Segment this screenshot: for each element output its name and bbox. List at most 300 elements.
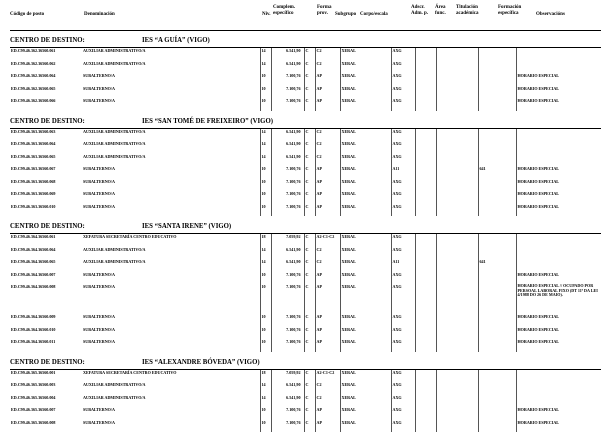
cell-forma: C	[304, 61, 315, 74]
section-title	[10, 358, 601, 368]
cell-forma: C	[304, 420, 315, 433]
cell-titulacion	[436, 339, 478, 352]
cell-forma: C	[304, 191, 315, 204]
cell-codigo: ED.C99.46.365.36560.007	[11, 407, 56, 412]
cell-area	[415, 154, 436, 167]
cell-subgrupo: C2	[315, 61, 340, 74]
cell-nivel: 14	[260, 247, 271, 260]
cell-observacions: HORARIO ESPECIAL	[516, 166, 601, 179]
cell-corpo: XERAL	[340, 327, 391, 340]
cell-titulacion	[436, 407, 478, 420]
cell-codigo: ED.C99.46.362.36560.062	[11, 60, 56, 66]
cell-nivel: 10	[260, 327, 271, 340]
cell-adscr: AXG	[391, 407, 415, 420]
cell-forma: C	[304, 395, 315, 408]
cell-complemento: 7.100,76	[271, 420, 304, 433]
header-complemento-line1: Complem.	[273, 5, 296, 10]
cell-subgrupo: C2	[315, 129, 340, 142]
cell-corpo: XERAL	[340, 48, 391, 61]
cell-corpo: XERAL	[340, 73, 391, 86]
cell-adscr: AXG	[391, 73, 415, 86]
cell-denominacion: SUBALTERNO/A	[83, 178, 115, 184]
cell-formacion: 641	[478, 166, 516, 179]
cell-titulacion	[436, 284, 478, 314]
cell-forma: C	[304, 179, 315, 192]
cell-nivel: 14	[260, 48, 271, 61]
table-row	[10, 234, 601, 247]
cell-complemento: 7.100,76	[271, 73, 304, 86]
cell-denominacion: SUBALTERNO/A	[83, 284, 115, 289]
section-center-name: IES “ALEXANDRE BÓVEDA” (VIGO)	[142, 358, 260, 366]
cell-codigo: ED.C99.46.365.36560.004	[11, 394, 56, 400]
cell-adscr: AXG	[391, 395, 415, 408]
cell-subgrupo: AP	[315, 191, 340, 204]
cell-nivel: 14	[260, 141, 271, 154]
cell-nivel: 10	[260, 98, 271, 111]
table-row	[10, 370, 601, 383]
section-title	[10, 222, 601, 232]
cell-area	[415, 48, 436, 61]
cell-forma: C	[304, 129, 315, 142]
cell-area	[415, 191, 436, 204]
cell-complemento: 6.541,90	[271, 247, 304, 260]
cell-subgrupo: C2	[315, 395, 340, 408]
header-complemento-line2: específico	[273, 11, 294, 16]
sections-container	[10, 36, 601, 432]
cell-complemento: 6.541,90	[271, 382, 304, 395]
cell-subgrupo: A2-C1-C2	[315, 370, 340, 383]
cell-observacions: HORARIO ESPECIAL	[516, 73, 601, 86]
cell-subgrupo: C2	[315, 48, 340, 61]
cell-formacion: 641	[478, 259, 516, 272]
cell-forma: C	[304, 166, 315, 179]
header-formacion-line1: Formación	[498, 5, 522, 10]
cell-forma: C	[304, 98, 315, 111]
cell-corpo: XERAL	[340, 141, 391, 154]
cell-forma: C	[304, 141, 315, 154]
cell-area	[415, 129, 436, 142]
header-forma-line1: Forma	[317, 5, 332, 10]
cell-formacion	[478, 370, 516, 383]
cell-subgrupo: AP	[315, 179, 340, 192]
cell-corpo: XERAL	[340, 395, 391, 408]
cell-nivel: 10	[260, 204, 271, 217]
cell-titulacion	[436, 179, 478, 192]
cell-formacion	[478, 129, 516, 142]
cell-titulacion	[436, 234, 478, 247]
cell-titulacion	[436, 395, 478, 408]
table-row	[10, 204, 601, 217]
cell-corpo: XERAL	[340, 154, 391, 167]
cell-titulacion	[436, 154, 478, 167]
cell-titulacion	[436, 382, 478, 395]
cell-formacion	[478, 339, 516, 352]
table-row	[10, 129, 601, 142]
cell-denominacion: SUBALTERNO/A	[83, 407, 115, 412]
cell-observacions: HORARIO ESPECIAL	[516, 86, 601, 99]
cell-adscr: AXG	[391, 98, 415, 111]
cell-adscr: AXG	[391, 247, 415, 260]
cell-area	[415, 179, 436, 192]
cell-subgrupo: AP	[315, 284, 340, 314]
section-center-name: IES “SANTA IRENE” (VIGO)	[142, 223, 232, 230]
cell-denominacion: AUXILIAR ADMINISTRATIVO/A	[83, 382, 146, 387]
cell-subgrupo: AP	[315, 73, 340, 86]
cell-adscr: AXG	[391, 141, 415, 154]
cell-titulacion	[436, 370, 478, 383]
cell-formacion	[478, 48, 516, 61]
cell-subgrupo: AP	[315, 339, 340, 352]
cell-complemento: 6.541,90	[271, 141, 304, 154]
cell-denominacion: SUBALTERNO/A	[83, 271, 115, 277]
cell-area	[415, 395, 436, 408]
cell-complemento: 7.100,76	[271, 98, 304, 111]
cell-codigo: ED.C99.46.362.36560.061	[11, 48, 56, 53]
section-centro-destino	[10, 117, 601, 217]
cell-adscr: AXG	[391, 370, 415, 383]
header-titulacion-line2: académica	[456, 11, 479, 16]
cell-adscr: A11	[391, 259, 415, 272]
cell-forma: C	[304, 382, 315, 395]
cell-adscr: AXG	[391, 154, 415, 167]
cell-subgrupo: AP	[315, 86, 340, 99]
cell-codigo: ED.C99.46.364.36560.011	[11, 339, 56, 344]
cell-formacion	[478, 191, 516, 204]
cell-complemento: 7.100,76	[271, 327, 304, 340]
cell-observacions: HORARIO ESPECIAL	[516, 204, 601, 217]
cell-complemento: 6.541,90	[271, 395, 304, 408]
cell-adscr: AXG	[391, 48, 415, 61]
cell-complemento: 7.100,76	[271, 166, 304, 179]
cell-corpo: XERAL	[340, 382, 391, 395]
cell-titulacion	[436, 129, 478, 142]
table-row	[10, 407, 601, 420]
cell-formacion	[478, 420, 516, 433]
cell-corpo: XERAL	[340, 284, 391, 314]
cell-observacions: HORARIO ESPECIAL // OCUPADO POR PERSOAL LABORAL FIXO (DT 11ª DA LEI 4/1988 DO 26 DE MAIO).	[516, 284, 601, 314]
cell-formacion	[478, 154, 516, 167]
cell-denominacion: SUBALTERNO/A	[83, 203, 115, 209]
table-row	[10, 339, 601, 352]
cell-codigo: ED.C99.46.363.36560.067	[11, 166, 56, 171]
cell-observacions	[516, 395, 601, 408]
cell-denominacion: AUXILIAR ADMINISTRATIVO/A	[83, 153, 146, 159]
cell-adscr: AXG	[391, 314, 415, 327]
header-titulacion	[456, 5, 479, 17]
cell-codigo: ED.C99.46.363.36560.010	[11, 203, 56, 209]
cell-denominacion: XEFATURA SECRETARÍA CENTRO EDUCATIVO	[83, 369, 177, 375]
cell-nivel: 14	[260, 154, 271, 167]
cell-nivel: 10	[260, 272, 271, 285]
cell-forma: C	[304, 272, 315, 285]
cell-nivel: 10	[260, 179, 271, 192]
section-label: CENTRO DE DESTINO:	[10, 37, 85, 44]
cell-subgrupo: AP	[315, 204, 340, 217]
cell-titulacion	[436, 420, 478, 433]
cell-complemento: 7.100,76	[271, 86, 304, 99]
header-adscr-line1: Adscr.	[411, 5, 425, 10]
cell-titulacion	[436, 327, 478, 340]
cell-forma: C	[304, 259, 315, 272]
cell-codigo: ED.C99.46.365.36560.008	[11, 419, 56, 425]
cell-forma: C	[304, 154, 315, 167]
cell-observacions	[516, 129, 601, 142]
cell-forma: C	[304, 284, 315, 314]
cell-corpo: XERAL	[340, 420, 391, 433]
cell-denominacion: SUBALTERNO/A	[83, 314, 115, 319]
cell-formacion	[478, 234, 516, 247]
cell-subgrupo: C2	[315, 259, 340, 272]
cell-codigo: ED.C99.46.364.36560.065	[11, 259, 56, 264]
header-forma	[317, 5, 331, 17]
cell-adscr: AXG	[391, 179, 415, 192]
table-row	[10, 154, 601, 167]
cell-codigo: ED.C99.46.363.36560.064	[11, 141, 56, 146]
cell-adscr: AXG	[391, 129, 415, 142]
cell-area	[415, 407, 436, 420]
cell-corpo: XERAL	[340, 259, 391, 272]
section-title	[10, 36, 601, 46]
cell-adscr: AXG	[391, 339, 415, 352]
header-observacions: Observacións	[536, 12, 565, 17]
header-corpo: Corpo/escala	[360, 12, 388, 17]
cell-adscr: A11	[391, 166, 415, 179]
cell-nivel: 10	[260, 420, 271, 433]
cell-subgrupo: AP	[315, 407, 340, 420]
cell-titulacion	[436, 272, 478, 285]
cell-corpo: XERAL	[340, 166, 391, 179]
cell-codigo: ED.C99.46.363.36560.063	[11, 128, 56, 134]
cell-complemento: 6.541,90	[271, 129, 304, 142]
cell-observacions	[516, 61, 601, 74]
cell-forma: C	[304, 407, 315, 420]
posts-table	[10, 48, 601, 111]
table-row	[10, 48, 601, 61]
cell-area	[415, 272, 436, 285]
table-row	[10, 395, 601, 408]
cell-corpo: XERAL	[340, 191, 391, 204]
cell-codigo: ED.C99.46.365.36560.001	[11, 369, 56, 375]
cell-corpo: XERAL	[340, 247, 391, 260]
cell-subgrupo: AP	[315, 166, 340, 179]
cell-area	[415, 284, 436, 314]
cell-complemento: 7.100,76	[271, 272, 304, 285]
cell-adscr: AXG	[391, 382, 415, 395]
cell-area	[415, 247, 436, 260]
cell-observacions	[516, 234, 601, 247]
cell-subgrupo: AP	[315, 314, 340, 327]
cell-formacion	[478, 395, 516, 408]
cell-corpo: XERAL	[340, 98, 391, 111]
section-centro-destino	[10, 36, 601, 111]
cell-formacion	[478, 407, 516, 420]
section-center-name: IES “A GUÍA” (VIGO)	[142, 37, 210, 44]
cell-area	[415, 86, 436, 99]
cell-complemento: 7.100,76	[271, 339, 304, 352]
cell-area	[415, 370, 436, 383]
cell-codigo: ED.C99.46.364.36560.007	[11, 271, 56, 277]
cell-denominacion: SUBALTERNO/A	[83, 326, 115, 332]
cell-forma: C	[304, 234, 315, 247]
cell-codigo: ED.C99.46.365.36560.003	[11, 382, 56, 387]
cell-observacions: HORARIO ESPECIAL	[516, 272, 601, 285]
cell-complemento: 7.100,76	[271, 204, 304, 217]
cell-denominacion: AUXILIAR ADMINISTRATIVO/A	[83, 60, 146, 66]
header-subgrupo: Subgrupo	[335, 12, 357, 17]
cell-titulacion	[436, 73, 478, 86]
cell-formacion	[478, 179, 516, 192]
cell-complemento: 6.541,90	[271, 61, 304, 74]
header-area-line2: func.	[435, 11, 446, 16]
cell-nivel: 10	[260, 191, 271, 204]
cell-nivel: 10	[260, 284, 271, 314]
cell-area	[415, 327, 436, 340]
cell-subgrupo: C2	[315, 382, 340, 395]
cell-subgrupo: C2	[315, 247, 340, 260]
cell-corpo: XERAL	[340, 272, 391, 285]
table-row	[10, 259, 601, 272]
cell-area	[415, 141, 436, 154]
table-row	[10, 327, 601, 340]
cell-denominacion: AUXILIAR ADMINISTRATIVO/A	[83, 394, 146, 400]
cell-nivel: 10	[260, 407, 271, 420]
cell-subgrupo: C2	[315, 154, 340, 167]
cell-denominacion: AUXILIAR ADMINISTRATIVO/A	[83, 259, 146, 264]
posts-table	[10, 234, 601, 352]
cell-nivel: 14	[260, 382, 271, 395]
cell-complemento: 6.541,90	[271, 154, 304, 167]
cell-titulacion	[436, 166, 478, 179]
cell-subgrupo: AP	[315, 98, 340, 111]
cell-observacions: HORARIO ESPECIAL	[516, 420, 601, 433]
cell-forma: C	[304, 314, 315, 327]
cell-adscr: AXG	[391, 61, 415, 74]
cell-denominacion: SUBALTERNO/A	[83, 98, 115, 103]
cell-formacion	[478, 382, 516, 395]
cell-observacions: HORARIO ESPECIAL	[516, 191, 601, 204]
cell-observacions	[516, 382, 601, 395]
table-row	[10, 141, 601, 154]
cell-nivel: 18	[260, 234, 271, 247]
cell-observacions	[516, 154, 601, 167]
cell-adscr: AXG	[391, 272, 415, 285]
cell-corpo: XERAL	[340, 407, 391, 420]
cell-forma: C	[304, 247, 315, 260]
table-row	[10, 191, 601, 204]
cell-nivel: 14	[260, 129, 271, 142]
table-row	[10, 98, 601, 111]
table-row	[10, 73, 601, 86]
cell-codigo: ED.C99.46.363.36560.068	[11, 178, 56, 184]
cell-adscr: AXG	[391, 234, 415, 247]
cell-denominacion: SUBALTERNO/A	[83, 85, 115, 91]
column-headers	[10, 5, 601, 33]
cell-subgrupo: A2-C1-C2	[315, 234, 340, 247]
cell-denominacion: SUBALTERNO/A	[83, 73, 115, 78]
table-row	[10, 272, 601, 285]
cell-observacions: HORARIO ESPECIAL	[516, 339, 601, 352]
cell-subgrupo: C2	[315, 141, 340, 154]
cell-titulacion	[436, 86, 478, 99]
cell-denominacion: XEFATURA SECRETARÍA CENTRO EDUCATIVO	[83, 234, 177, 239]
cell-nivel: 10	[260, 339, 271, 352]
cell-codigo: ED.C99.46.362.36560.066	[11, 98, 56, 103]
posts-table	[10, 129, 601, 217]
cell-titulacion	[436, 141, 478, 154]
cell-nivel: 14	[260, 61, 271, 74]
cell-subgrupo: AP	[315, 420, 340, 433]
header-adscr-line2: Adm. p.	[411, 11, 429, 16]
cell-titulacion	[436, 98, 478, 111]
cell-codigo: ED.C99.46.364.36560.009	[11, 314, 56, 319]
cell-formacion	[478, 73, 516, 86]
cell-forma: C	[304, 86, 315, 99]
cell-observacions: HORARIO ESPECIAL	[516, 179, 601, 192]
cell-area	[415, 420, 436, 433]
cell-corpo: XERAL	[340, 314, 391, 327]
cell-complemento: 6.541,90	[271, 48, 304, 61]
table-row	[10, 420, 601, 433]
cell-area	[415, 98, 436, 111]
cell-titulacion	[436, 61, 478, 74]
table-row	[10, 166, 601, 179]
cell-area	[415, 339, 436, 352]
cell-nivel: 10	[260, 166, 271, 179]
cell-codigo: ED.C99.46.364.36560.061	[11, 234, 56, 239]
table-row	[10, 179, 601, 192]
cell-titulacion	[436, 259, 478, 272]
cell-forma: C	[304, 327, 315, 340]
cell-area	[415, 234, 436, 247]
cell-nivel: 18	[260, 370, 271, 383]
cell-observacions: HORARIO ESPECIAL	[516, 98, 601, 111]
cell-area	[415, 204, 436, 217]
cell-subgrupo: AP	[315, 272, 340, 285]
cell-complemento: 7.100,76	[271, 407, 304, 420]
cell-complemento: 6.541,90	[271, 259, 304, 272]
cell-nivel: 10	[260, 73, 271, 86]
cell-adscr: AXG	[391, 191, 415, 204]
header-adscr	[411, 5, 428, 17]
table-row	[10, 314, 601, 327]
cell-forma: C	[304, 370, 315, 383]
cell-forma: C	[304, 73, 315, 86]
cell-adscr: AXG	[391, 327, 415, 340]
cell-formacion	[478, 204, 516, 217]
header-formacion	[498, 5, 521, 17]
cell-denominacion: AUXILIAR ADMINISTRATIVO/A	[83, 128, 146, 134]
cell-denominacion: AUXILIAR ADMINISTRATIVO/A	[83, 246, 146, 252]
cell-nivel: 14	[260, 259, 271, 272]
cell-observacions: HORARIO ESPECIAL	[516, 314, 601, 327]
table-row	[10, 247, 601, 260]
section-centro-destino	[10, 358, 601, 433]
cell-corpo: XERAL	[340, 234, 391, 247]
cell-denominacion: SUBALTERNO/A	[83, 419, 115, 425]
cell-complemento: 7.100,76	[271, 314, 304, 327]
cell-denominacion: SUBALTERNO/A	[83, 191, 115, 196]
cell-observacions: HORARIO ESPECIAL	[516, 407, 601, 420]
cell-subgrupo: AP	[315, 327, 340, 340]
cell-denominacion: SUBALTERNO/A	[83, 339, 115, 344]
header-forma-line2: prov.	[317, 11, 328, 16]
cell-corpo: XERAL	[340, 179, 391, 192]
cell-forma: C	[304, 204, 315, 217]
cell-formacion	[478, 327, 516, 340]
header-nivel: Niv.	[262, 12, 271, 17]
table-row	[10, 61, 601, 74]
cell-corpo: XERAL	[340, 204, 391, 217]
